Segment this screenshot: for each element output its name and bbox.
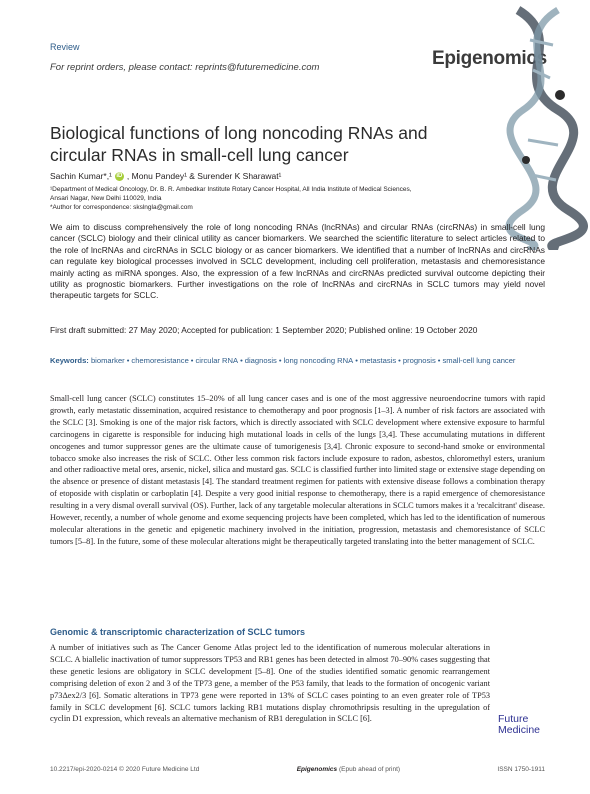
keyword-item[interactable]: small-cell lung cancer — [442, 356, 516, 365]
keyword-item[interactable]: chemoresistance — [131, 356, 189, 365]
author-line — [50, 171, 281, 181]
keyword-item[interactable]: diagnosis — [244, 356, 277, 365]
keyword-item[interactable]: long noncoding RNA — [283, 356, 354, 365]
footer-journal-info — [297, 766, 400, 773]
keywords-label: Keywords: — [50, 356, 89, 365]
keyword-separator: • — [240, 356, 243, 365]
publisher-logo-line-1: Future — [498, 713, 529, 725]
correspondence[interactable]: *Author for correspondence: skslngla@gmail.com — [50, 204, 193, 211]
body-paragraph-2: A number of initiatives such as The Cancer Genome Atlas project led to the identification of numerous molecular alterations in SCLC. A biallelic inactivation of tumor suppressors TP53 and RB1 genes has been detected in almost 70–90% cases suggesting that these genetic lesions are obligatory in SCLC development [5–8]. One of the studies identified somatic genomic rearrangement comprising deletion of exon 2 and 3 of the TP73 gene, a member of the P53 family, that leads to the formation of oncogenic variant p73Δex2/3 [6]. Somatic alterations in TP73 gene were reported in 13% of SCLC cases pointing to an even greater role of TP53 family in SCLC development [6]. SCLC tumors lacking RB1 mutations display chromothripsis resulting in the upregulation of cyclin D1 expression, which reveals an alternative mechanism of RB1 deregulation in SCLC [6]. — [50, 643, 490, 724]
publisher-logo-line-2: Medicine — [498, 724, 541, 736]
keyword-separator: • — [190, 356, 194, 365]
keyword-item[interactable]: circular RNA — [195, 356, 239, 365]
keyword-list — [91, 356, 516, 365]
keyword-separator: • — [437, 356, 441, 365]
footer-journal: Epigenomics — [296, 766, 338, 773]
keyword-item[interactable]: biomarker — [90, 356, 125, 365]
keyword-separator: • — [398, 356, 401, 365]
keywords — [50, 355, 545, 366]
publication-dates: First draft submitted: 27 May 2020; Accepted for publication: 1 September 2020; Published online: 19 October 2020 — [50, 325, 478, 335]
article-title: Biological functions of long noncoding RNAs and circular RNAs in small-cell lung cancer — [50, 123, 428, 165]
keyword-separator: • — [355, 356, 358, 365]
keyword-item[interactable]: prognosis — [402, 356, 436, 365]
publisher-logo[interactable] — [498, 714, 540, 736]
first-author[interactable]: Sachin Kumar*,¹ — [50, 171, 112, 181]
section-heading: Genomic & transcriptomic characterization of SCLC tumors — [50, 627, 306, 637]
reprint-notice: For reprint orders, please contact: reprints@futuremedicine.com — [50, 62, 320, 73]
footer-status: (Epub ahead of print) — [338, 766, 401, 773]
keyword-item[interactable]: metastasis — [359, 356, 397, 365]
section-label: Review — [50, 42, 80, 52]
body-paragraph-1: Small-cell lung cancer (SCLC) constitutes 15–20% of all lung cancer cases and is one of the most aggressive neuroendocrine tumors with rapid growth, early metastatic dissemination, acquired resistance to chemotherapy and poor prognosis [1–3]. A number of risk factors are associated with the SCLC [3]. Smoking is one of the major risk factors, which is directly associated with SCLC development where extensive exposure to harmful carcinogens in cigarette is responsible for inducing high mutational loads in cells of the lungs [3,4]. These accumulating mutations in different oncogenes and tumor suppressor genes are the ultimate cause of tumorigenesis [3,4]. Chronic exposure to second-hand smoke or environmental tobacco smoke also increases the risk of SCLC. Other less common risk factors include exposure to radon, asbestos, chloromethyl esters, uranium and other radioactive metal ores, arsenic, nickel, silica and mustard gas. SCLC is classified further into limited stage or extensive stage depending on the absence or presence of distant metastasis [4]. The standard treatment regimen for patients with extensive disease follows a combination therapy of etoposide with cisplatin or carboplatin [4]. Despite a very good initial response to chemotherapy, there is a rapid emergence of chemoresistance resulting in a very dismal overall survival (OS). Further, lack of any targetable molecular alterations in SCLC tumors makes it a 'recalcitrant' disease. However, recently, a number of whole genome and exome sequencing projects have been completed, which has led to the identification of numerous molecular alterations in the genetic and epigenetic machinery involved in the initiation, progression, metastasis and chemoresistance of SCLC tumors [5–8]. In the future, some of these molecular alterations might be therapeutically targeted translating into the better management of SCLC. — [50, 394, 545, 546]
abstract: We aim to discuss comprehensively the role of long noncoding RNAs (lncRNAs) and circular RNAs (circRNAs) in small-cell lung cancer (SCLC) biology and their clinical utility as cancer biomarkers. We searched the scientific literature to select articles related to the role of lncRNAs and circRNAs in SCLC biology or as cancer biomarkers. We identified that a number of lncRNAs and circRNAs can regulate key biological processes involved in SCLC development, including cell proliferation, metastasis and chemoresistance mainly acting as miRNA sponges. Also, the expression of a few lncRNAs and circRNAs predicted survival outcome depicting their utility as prognostic biomarkers. Further investigations on the role of lncRNAs and circRNAs in SCLC tumors may yield novel therapeutic targets for SCLC. — [50, 222, 545, 301]
affiliation-line-1: ¹Department of Medical Oncology, Dr. B. R. Ambedkar Institute Rotary Cancer Hospital, All India Institute of Medical Sciences, — [50, 186, 412, 193]
journal-logo[interactable]: Epigenomics — [432, 48, 547, 69]
dna-helix-graphic — [498, 0, 588, 250]
affiliations — [50, 185, 450, 212]
page-footer — [50, 766, 545, 773]
footer-issn: ISSN 1750-1911 — [497, 766, 545, 773]
orcid-icon[interactable]: iD — [116, 172, 123, 179]
keyword-separator: • — [126, 356, 130, 365]
other-authors: , Monu Pandey¹ & Surender K Sharawat¹ — [126, 171, 282, 181]
keyword-separator: • — [278, 356, 282, 365]
footer-doi[interactable]: 10.2217/epi-2020-0214 © 2020 Future Medicine Ltd — [50, 766, 200, 773]
affiliation-line-2: Ansari Nagar, New Delhi 110029, India — [50, 195, 162, 202]
